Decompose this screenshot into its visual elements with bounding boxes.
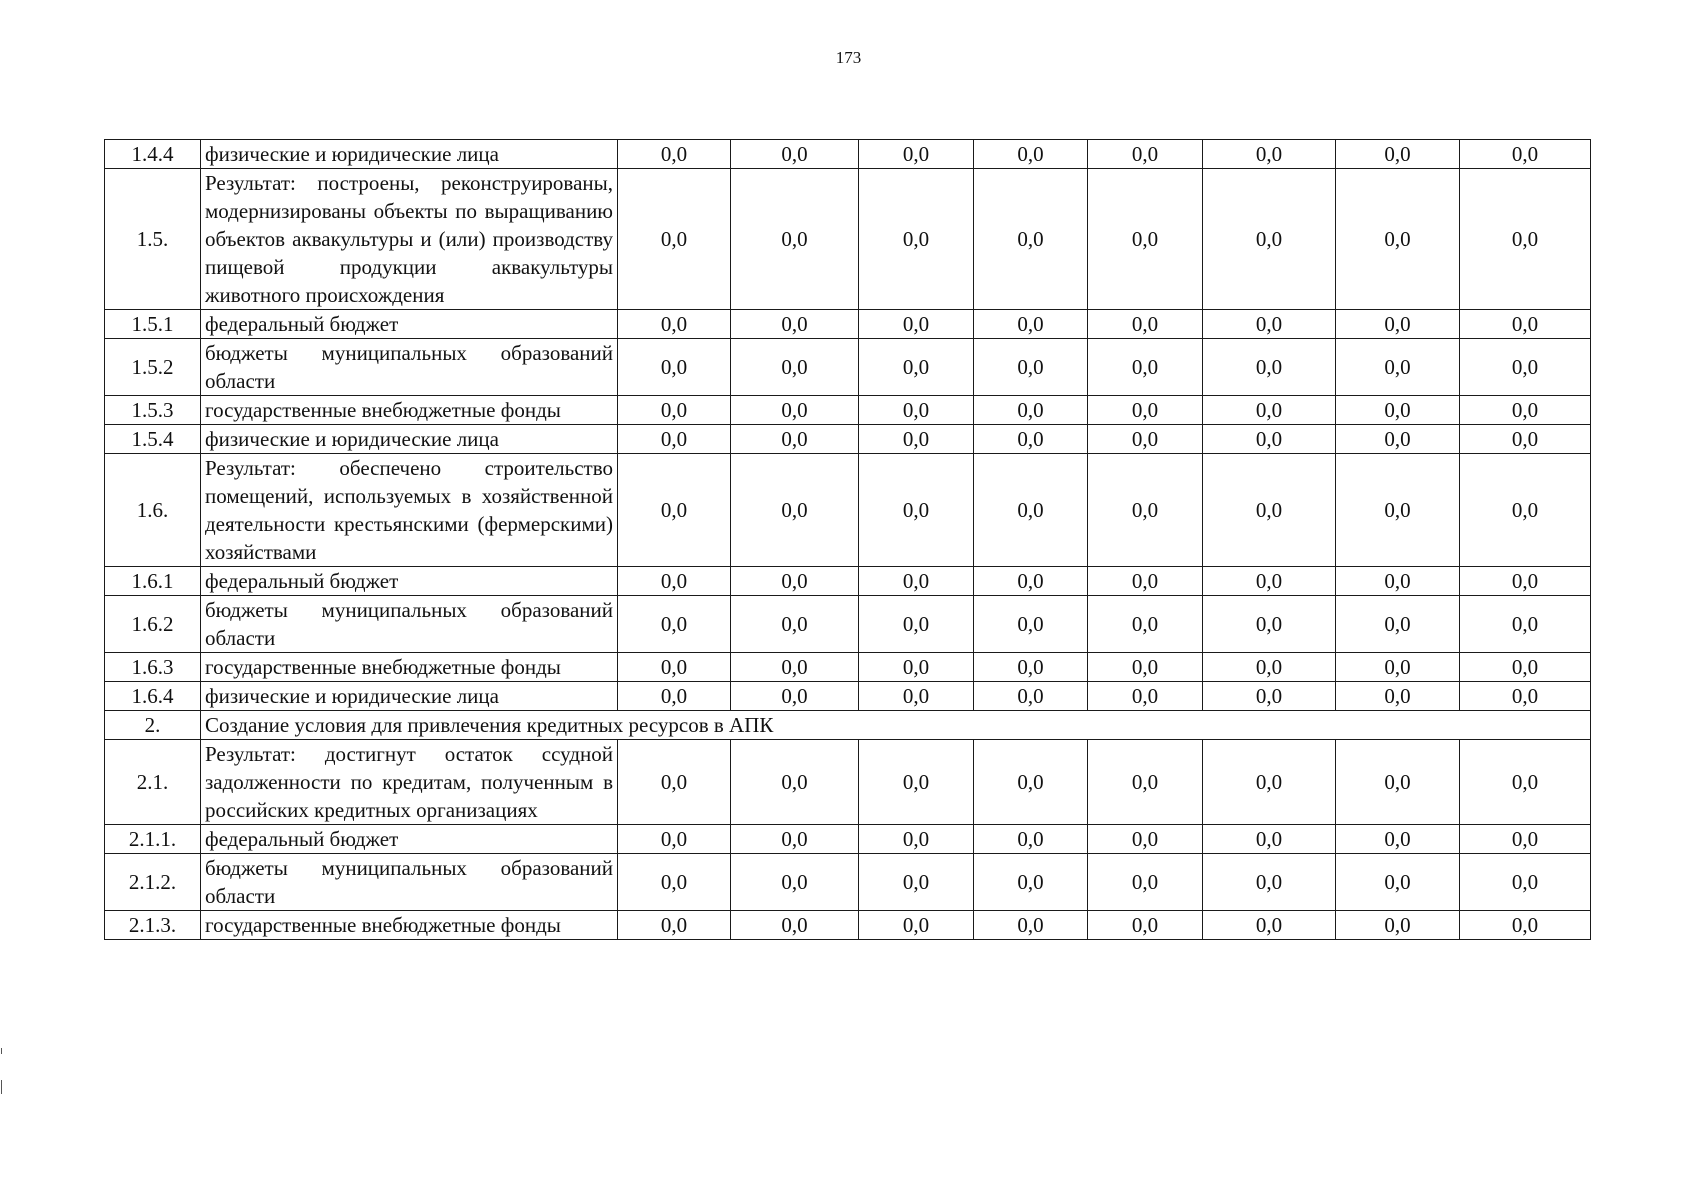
value-cell: 0,0 xyxy=(1203,740,1336,825)
value-cell: 0,0 xyxy=(1336,425,1460,454)
table-row xyxy=(105,140,1591,169)
value-cell: 0,0 xyxy=(1203,911,1336,940)
value-cell: 0,0 xyxy=(1203,396,1336,425)
table-row xyxy=(105,425,1591,454)
value-cell: 0,0 xyxy=(1336,339,1460,396)
value-cell: 0,0 xyxy=(731,740,859,825)
value-cell: 0,0 xyxy=(859,740,974,825)
table-row xyxy=(105,454,1591,567)
value-cell: 0,0 xyxy=(618,425,731,454)
row-code: 1.6.3 xyxy=(105,653,201,682)
value-cell: 0,0 xyxy=(731,854,859,911)
value-cell: 0,0 xyxy=(1336,396,1460,425)
value-cell: 0,0 xyxy=(1203,310,1336,339)
value-cell: 0,0 xyxy=(974,682,1088,711)
row-description: физические и юридические лица xyxy=(201,140,618,169)
value-cell: 0,0 xyxy=(1460,310,1591,339)
table-body xyxy=(105,140,1591,940)
value-cell: 0,0 xyxy=(731,567,859,596)
value-cell: 0,0 xyxy=(618,396,731,425)
value-cell: 0,0 xyxy=(1088,396,1203,425)
value-cell: 0,0 xyxy=(859,425,974,454)
value-cell: 0,0 xyxy=(974,854,1088,911)
value-cell: 0,0 xyxy=(1203,825,1336,854)
value-cell: 0,0 xyxy=(974,425,1088,454)
value-cell: 0,0 xyxy=(618,911,731,940)
value-cell: 0,0 xyxy=(1088,596,1203,653)
value-cell: 0,0 xyxy=(859,169,974,310)
table-row xyxy=(105,339,1591,396)
value-cell: 0,0 xyxy=(859,454,974,567)
value-cell: 0,0 xyxy=(618,653,731,682)
value-cell: 0,0 xyxy=(1203,169,1336,310)
section-row xyxy=(105,711,1591,740)
section-title: Создание условия для привлечения кредитных ресурсов в АПК xyxy=(201,711,1591,740)
value-cell: 0,0 xyxy=(1336,682,1460,711)
table-row xyxy=(105,396,1591,425)
value-cell: 0,0 xyxy=(1336,911,1460,940)
row-description: государственные внебюджетные фонды xyxy=(201,396,618,425)
value-cell: 0,0 xyxy=(1460,653,1591,682)
value-cell: 0,0 xyxy=(731,682,859,711)
value-cell: 0,0 xyxy=(1336,169,1460,310)
value-cell: 0,0 xyxy=(1460,454,1591,567)
value-cell: 0,0 xyxy=(859,310,974,339)
row-description: федеральный бюджет xyxy=(201,825,618,854)
value-cell: 0,0 xyxy=(1460,140,1591,169)
value-cell: 0,0 xyxy=(1460,740,1591,825)
value-cell: 0,0 xyxy=(1203,454,1336,567)
table-row xyxy=(105,911,1591,940)
row-code: 2. xyxy=(105,711,201,740)
value-cell: 0,0 xyxy=(1088,911,1203,940)
value-cell: 0,0 xyxy=(731,140,859,169)
row-description: федеральный бюджет xyxy=(201,567,618,596)
value-cell: 0,0 xyxy=(1203,682,1336,711)
row-code: 1.5. xyxy=(105,169,201,310)
value-cell: 0,0 xyxy=(731,169,859,310)
value-cell: 0,0 xyxy=(1203,140,1336,169)
value-cell: 0,0 xyxy=(859,825,974,854)
value-cell: 0,0 xyxy=(1460,425,1591,454)
value-cell: 0,0 xyxy=(974,310,1088,339)
value-cell: 0,0 xyxy=(1088,825,1203,854)
value-cell: 0,0 xyxy=(1088,169,1203,310)
value-cell: 0,0 xyxy=(1088,140,1203,169)
value-cell: 0,0 xyxy=(974,596,1088,653)
value-cell: 0,0 xyxy=(618,854,731,911)
value-cell: 0,0 xyxy=(859,339,974,396)
value-cell: 0,0 xyxy=(1088,425,1203,454)
value-cell: 0,0 xyxy=(859,596,974,653)
page-number: 173 xyxy=(835,48,862,67)
value-cell: 0,0 xyxy=(731,454,859,567)
value-cell: 0,0 xyxy=(1336,854,1460,911)
row-code: 1.6. xyxy=(105,454,201,567)
row-description: государственные внебюджетные фонды xyxy=(201,653,618,682)
row-code: 1.5.3 xyxy=(105,396,201,425)
table-row xyxy=(105,169,1591,310)
value-cell: 0,0 xyxy=(974,454,1088,567)
value-cell: 0,0 xyxy=(731,653,859,682)
value-cell: 0,0 xyxy=(1203,567,1336,596)
row-code: 1.6.1 xyxy=(105,567,201,596)
value-cell: 0,0 xyxy=(974,339,1088,396)
value-cell: 0,0 xyxy=(1203,653,1336,682)
row-description: Результат: обеспечено строительство помещений, используемых в хозяйственной деятельности крестьянскими (фермерскими) хозяйствами xyxy=(201,454,618,567)
table-row xyxy=(105,682,1591,711)
value-cell: 0,0 xyxy=(731,396,859,425)
table-row xyxy=(105,653,1591,682)
value-cell: 0,0 xyxy=(1203,854,1336,911)
value-cell: 0,0 xyxy=(618,825,731,854)
value-cell: 0,0 xyxy=(1088,740,1203,825)
row-description: государственные внебюджетные фонды xyxy=(201,911,618,940)
value-cell: 0,0 xyxy=(618,310,731,339)
value-cell: 0,0 xyxy=(1336,825,1460,854)
value-cell: 0,0 xyxy=(1460,339,1591,396)
table-row xyxy=(105,310,1591,339)
table-row xyxy=(105,740,1591,825)
row-code: 1.5.4 xyxy=(105,425,201,454)
value-cell: 0,0 xyxy=(1203,596,1336,653)
value-cell: 0,0 xyxy=(1460,396,1591,425)
value-cell: 0,0 xyxy=(1336,140,1460,169)
row-code: 2.1. xyxy=(105,740,201,825)
value-cell: 0,0 xyxy=(1460,567,1591,596)
value-cell: 0,0 xyxy=(618,454,731,567)
value-cell: 0,0 xyxy=(731,825,859,854)
value-cell: 0,0 xyxy=(974,740,1088,825)
value-cell: 0,0 xyxy=(1203,425,1336,454)
value-cell: 0,0 xyxy=(618,567,731,596)
value-cell: 0,0 xyxy=(1460,596,1591,653)
value-cell: 0,0 xyxy=(1088,682,1203,711)
value-cell: 0,0 xyxy=(618,596,731,653)
row-code: 1.5.1 xyxy=(105,310,201,339)
table-row xyxy=(105,596,1591,653)
value-cell: 0,0 xyxy=(974,653,1088,682)
value-cell: 0,0 xyxy=(859,653,974,682)
value-cell: 0,0 xyxy=(731,596,859,653)
value-cell: 0,0 xyxy=(1460,682,1591,711)
value-cell: 0,0 xyxy=(859,567,974,596)
value-cell: 0,0 xyxy=(1336,454,1460,567)
row-code: 1.5.2 xyxy=(105,339,201,396)
row-description: бюджеты муниципальных образований области xyxy=(201,596,618,653)
row-code: 1.6.2 xyxy=(105,596,201,653)
value-cell: 0,0 xyxy=(859,396,974,425)
row-code: 1.4.4 xyxy=(105,140,201,169)
value-cell: 0,0 xyxy=(1088,854,1203,911)
value-cell: 0,0 xyxy=(1088,653,1203,682)
value-cell: 0,0 xyxy=(974,169,1088,310)
table-row xyxy=(105,567,1591,596)
value-cell: 0,0 xyxy=(1336,740,1460,825)
value-cell: 0,0 xyxy=(1336,653,1460,682)
row-description: бюджеты муниципальных образований области xyxy=(201,339,618,396)
value-cell: 0,0 xyxy=(859,682,974,711)
value-cell: 0,0 xyxy=(731,911,859,940)
table-row xyxy=(105,825,1591,854)
value-cell: 0,0 xyxy=(1460,169,1591,310)
value-cell: 0,0 xyxy=(1088,567,1203,596)
row-code: 2.1.1. xyxy=(105,825,201,854)
value-cell: 0,0 xyxy=(1203,339,1336,396)
value-cell: 0,0 xyxy=(859,854,974,911)
value-cell: 0,0 xyxy=(731,310,859,339)
value-cell: 0,0 xyxy=(618,682,731,711)
value-cell: 0,0 xyxy=(974,911,1088,940)
value-cell: 0,0 xyxy=(1336,567,1460,596)
row-code: 1.6.4 xyxy=(105,682,201,711)
value-cell: 0,0 xyxy=(1088,454,1203,567)
value-cell: 0,0 xyxy=(1336,310,1460,339)
row-description: физические и юридические лица xyxy=(201,425,618,454)
row-description: Результат: построены, реконструированы, модернизированы объекты по выращиванию объектов аквакультуры и (или) производству пищевой продукции аквакультуры животного происхождения xyxy=(201,169,618,310)
value-cell: 0,0 xyxy=(618,339,731,396)
row-code: 2.1.3. xyxy=(105,911,201,940)
value-cell: 0,0 xyxy=(731,425,859,454)
value-cell: 0,0 xyxy=(974,567,1088,596)
value-cell: 0,0 xyxy=(974,396,1088,425)
value-cell: 0,0 xyxy=(1336,596,1460,653)
scan-edge-mark xyxy=(1,1048,2,1054)
scan-edge-mark xyxy=(1,1080,2,1094)
value-cell: 0,0 xyxy=(1460,825,1591,854)
value-cell: 0,0 xyxy=(859,911,974,940)
row-description: бюджеты муниципальных образований области xyxy=(201,854,618,911)
row-description: физические и юридические лица xyxy=(201,682,618,711)
value-cell: 0,0 xyxy=(618,140,731,169)
value-cell: 0,0 xyxy=(1088,339,1203,396)
value-cell: 0,0 xyxy=(1088,310,1203,339)
budget-table xyxy=(104,139,1591,940)
value-cell: 0,0 xyxy=(1460,911,1591,940)
table-row xyxy=(105,854,1591,911)
value-cell: 0,0 xyxy=(618,740,731,825)
value-cell: 0,0 xyxy=(859,140,974,169)
row-description: Результат: достигнут остаток ссудной задолженности по кредитам, полученным в российских кредитных организациях xyxy=(201,740,618,825)
value-cell: 0,0 xyxy=(974,825,1088,854)
row-description: федеральный бюджет xyxy=(201,310,618,339)
value-cell: 0,0 xyxy=(731,339,859,396)
row-code: 2.1.2. xyxy=(105,854,201,911)
value-cell: 0,0 xyxy=(618,169,731,310)
value-cell: 0,0 xyxy=(974,140,1088,169)
value-cell: 0,0 xyxy=(1460,854,1591,911)
